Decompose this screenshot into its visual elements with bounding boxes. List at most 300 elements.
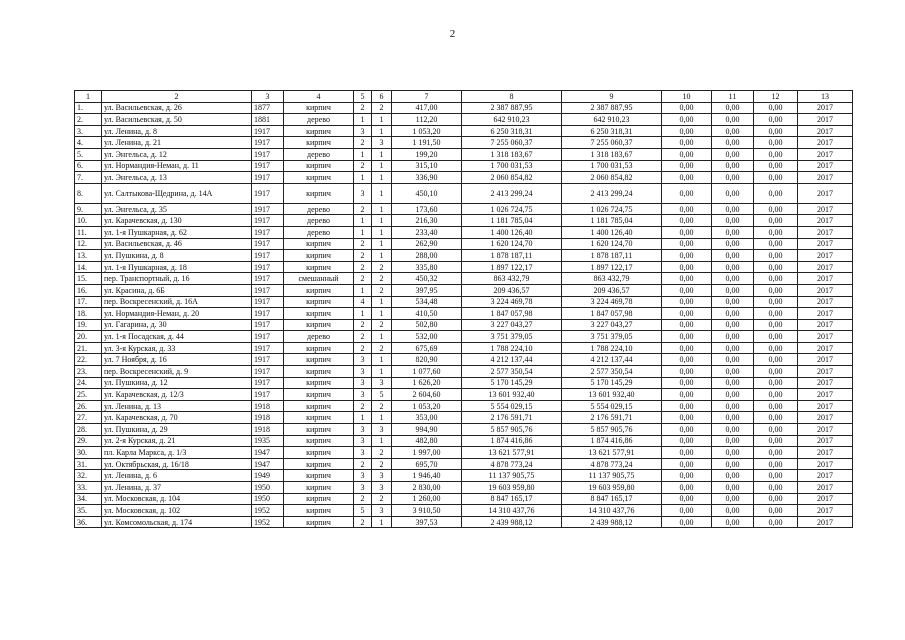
cost-estimate-cell: 2 387 887,95: [562, 102, 662, 114]
value-11-cell: 0,00: [712, 354, 754, 366]
value-12-cell: 0,00: [754, 137, 798, 149]
table-row: [75, 412, 853, 424]
area-cell: 820,90: [392, 354, 462, 366]
wall-material-cell: кирпич: [284, 482, 354, 494]
year-planned-cell: 2017: [798, 308, 853, 320]
entrances-cell: 1: [372, 125, 392, 137]
row-number-cell: 8.: [75, 183, 102, 203]
entrances-cell: 1: [372, 215, 392, 227]
value-12-cell: 0,00: [754, 493, 798, 505]
table-row: [75, 114, 853, 126]
year-planned-cell: 2017: [798, 203, 853, 215]
value-12-cell: 0,00: [754, 482, 798, 494]
row-number-cell: 32.: [75, 470, 102, 482]
value-11-cell: 0,00: [712, 516, 754, 528]
value-11-cell: 0,00: [712, 493, 754, 505]
year-planned-cell: 2017: [798, 435, 853, 447]
cost-estimate-cell: 1 181 785,04: [562, 215, 662, 227]
address-cell: ул. Ленина, д. 6: [102, 470, 252, 482]
entrances-cell: 1: [372, 203, 392, 215]
cost-estimate-cell: 2 439 988,12: [562, 516, 662, 528]
area-cell: 233,40: [392, 226, 462, 238]
year-built-cell: 1952: [252, 505, 284, 517]
value-11-cell: 0,00: [712, 470, 754, 482]
area-cell: 502,80: [392, 319, 462, 331]
year-built-cell: 1950: [252, 493, 284, 505]
floors-cell: 2: [354, 238, 372, 250]
year-built-cell: 1917: [252, 215, 284, 227]
wall-material-cell: кирпич: [284, 389, 354, 401]
value-10-cell: 0,00: [662, 470, 712, 482]
year-built-cell: 1917: [252, 261, 284, 273]
year-planned-cell: 2017: [798, 342, 853, 354]
column-header-4: 4: [284, 91, 354, 103]
entrances-cell: 1: [372, 148, 392, 160]
value-10-cell: 0,00: [662, 238, 712, 250]
address-cell: ул. Карачевская, д. 130: [102, 215, 252, 227]
area-cell: 262,90: [392, 238, 462, 250]
floors-cell: 3: [354, 447, 372, 459]
cost-estimate-cell: 1 874 416,86: [562, 435, 662, 447]
table-row: [75, 516, 853, 528]
value-12-cell: 0,00: [754, 226, 798, 238]
wall-material-cell: кирпич: [284, 424, 354, 436]
cost-estimate-cell: 14 310 437,76: [562, 505, 662, 517]
cost-total-cell: 1 897 122,17: [462, 261, 562, 273]
table-row: [75, 458, 853, 470]
value-11-cell: 0,00: [712, 366, 754, 378]
cost-total-cell: 1 181 785,04: [462, 215, 562, 227]
wall-material-cell: кирпич: [284, 261, 354, 273]
value-10-cell: 0,00: [662, 226, 712, 238]
column-header-8: 8: [462, 91, 562, 103]
wall-material-cell: кирпич: [284, 470, 354, 482]
year-built-cell: 1917: [252, 250, 284, 262]
area-cell: 450,32: [392, 273, 462, 285]
value-12-cell: 0,00: [754, 412, 798, 424]
table-row: [75, 172, 853, 184]
area-cell: 410,50: [392, 308, 462, 320]
row-number-cell: 20.: [75, 331, 102, 343]
wall-material-cell: кирпич: [284, 447, 354, 459]
area-cell: 2 604,60: [392, 389, 462, 401]
value-10-cell: 0,00: [662, 160, 712, 172]
year-built-cell: 1917: [252, 226, 284, 238]
row-number-cell: 23.: [75, 366, 102, 378]
value-10-cell: 0,00: [662, 102, 712, 114]
year-planned-cell: 2017: [798, 148, 853, 160]
year-built-cell: 1947: [252, 447, 284, 459]
cost-estimate-cell: 8 847 165,17: [562, 493, 662, 505]
address-cell: ул. Гагарина, д. 30: [102, 319, 252, 331]
year-planned-cell: 2017: [798, 284, 853, 296]
year-planned-cell: 2017: [798, 505, 853, 517]
year-built-cell: 1917: [252, 238, 284, 250]
floors-cell: 2: [354, 102, 372, 114]
table-row: [75, 354, 853, 366]
value-11-cell: 0,00: [712, 226, 754, 238]
wall-material-cell: кирпич: [284, 342, 354, 354]
column-header-7: 7: [392, 91, 462, 103]
year-planned-cell: 2017: [798, 424, 853, 436]
column-header-1: 1: [75, 91, 102, 103]
table-row: [75, 238, 853, 250]
cost-estimate-cell: 4 878 773,24: [562, 458, 662, 470]
wall-material-cell: кирпич: [284, 366, 354, 378]
row-number-cell: 18.: [75, 308, 102, 320]
wall-material-cell: смешанный: [284, 273, 354, 285]
value-12-cell: 0,00: [754, 250, 798, 262]
value-10-cell: 0,00: [662, 366, 712, 378]
table-row: [75, 308, 853, 320]
value-12-cell: 0,00: [754, 148, 798, 160]
wall-material-cell: кирпич: [284, 400, 354, 412]
floors-cell: 2: [354, 400, 372, 412]
entrances-cell: 1: [372, 331, 392, 343]
value-10-cell: 0,00: [662, 172, 712, 184]
row-number-cell: 31.: [75, 458, 102, 470]
cost-total-cell: 1 878 187,11: [462, 250, 562, 262]
table-row: [75, 226, 853, 238]
year-planned-cell: 2017: [798, 470, 853, 482]
wall-material-cell: кирпич: [284, 377, 354, 389]
area-cell: 1 260,00: [392, 493, 462, 505]
value-11-cell: 0,00: [712, 261, 754, 273]
cost-total-cell: 2 577 350,54: [462, 366, 562, 378]
address-cell: ул. Нормандия-Неман, д. 11: [102, 160, 252, 172]
year-planned-cell: 2017: [798, 226, 853, 238]
cost-total-cell: 863 432,79: [462, 273, 562, 285]
year-planned-cell: 2017: [798, 125, 853, 137]
address-cell: ул. Карачевская, д. 12/3: [102, 389, 252, 401]
housing-registry-table: [74, 90, 853, 528]
row-number-cell: 27.: [75, 412, 102, 424]
value-12-cell: 0,00: [754, 203, 798, 215]
wall-material-cell: дерево: [284, 331, 354, 343]
table-row: [75, 125, 853, 137]
entrances-cell: 1: [372, 238, 392, 250]
cost-total-cell: 13 601 932,40: [462, 389, 562, 401]
year-planned-cell: 2017: [798, 400, 853, 412]
area-cell: 1 053,20: [392, 400, 462, 412]
cost-estimate-cell: 642 910,23: [562, 114, 662, 126]
row-number-cell: 24.: [75, 377, 102, 389]
value-10-cell: 0,00: [662, 261, 712, 273]
floors-cell: 1: [354, 226, 372, 238]
year-built-cell: 1917: [252, 160, 284, 172]
row-number-cell: 6.: [75, 160, 102, 172]
value-11-cell: 0,00: [712, 505, 754, 517]
value-11-cell: 0,00: [712, 273, 754, 285]
floors-cell: 2: [354, 250, 372, 262]
table-row: [75, 342, 853, 354]
table-row: [75, 183, 853, 203]
value-10-cell: 0,00: [662, 412, 712, 424]
year-planned-cell: 2017: [798, 458, 853, 470]
year-built-cell: 1949: [252, 470, 284, 482]
value-11-cell: 0,00: [712, 424, 754, 436]
row-number-cell: 16.: [75, 284, 102, 296]
address-cell: ул. 1-я Пушкарная, д. 18: [102, 261, 252, 273]
cost-total-cell: 7 255 060,37: [462, 137, 562, 149]
floors-cell: 2: [354, 261, 372, 273]
year-built-cell: 1877: [252, 102, 284, 114]
floors-cell: 2: [354, 342, 372, 354]
entrances-cell: 2: [372, 319, 392, 331]
table-row: [75, 493, 853, 505]
area-cell: 2 830,00: [392, 482, 462, 494]
year-planned-cell: 2017: [798, 160, 853, 172]
value-12-cell: 0,00: [754, 296, 798, 308]
value-11-cell: 0,00: [712, 435, 754, 447]
area-cell: 199,20: [392, 148, 462, 160]
floors-cell: 3: [354, 470, 372, 482]
year-planned-cell: 2017: [798, 183, 853, 203]
row-number-cell: 19.: [75, 319, 102, 331]
value-10-cell: 0,00: [662, 148, 712, 160]
cost-total-cell: 5 857 905,76: [462, 424, 562, 436]
column-header-6: 6: [372, 91, 392, 103]
entrances-cell: 1: [372, 183, 392, 203]
floors-cell: 3: [354, 482, 372, 494]
year-planned-cell: 2017: [798, 172, 853, 184]
address-cell: пл. Карла Маркса, д. 1/3: [102, 447, 252, 459]
wall-material-cell: кирпич: [284, 308, 354, 320]
table-row: [75, 102, 853, 114]
entrances-cell: 3: [372, 137, 392, 149]
cost-total-cell: 3 751 379,05: [462, 331, 562, 343]
value-12-cell: 0,00: [754, 215, 798, 227]
value-11-cell: 0,00: [712, 389, 754, 401]
wall-material-cell: кирпич: [284, 102, 354, 114]
column-header-13: 13: [798, 91, 853, 103]
value-11-cell: 0,00: [712, 160, 754, 172]
row-number-cell: 28.: [75, 424, 102, 436]
address-cell: ул. 3-я Курская, д. 33: [102, 342, 252, 354]
wall-material-cell: кирпич: [284, 319, 354, 331]
table-row: [75, 377, 853, 389]
wall-material-cell: кирпич: [284, 458, 354, 470]
cost-estimate-cell: 3 224 469,78: [562, 296, 662, 308]
wall-material-cell: кирпич: [284, 172, 354, 184]
value-12-cell: 0,00: [754, 261, 798, 273]
entrances-cell: 1: [372, 366, 392, 378]
area-cell: 1 626,20: [392, 377, 462, 389]
entrances-cell: 2: [372, 102, 392, 114]
floors-cell: 2: [354, 137, 372, 149]
value-12-cell: 0,00: [754, 172, 798, 184]
year-planned-cell: 2017: [798, 215, 853, 227]
row-number-cell: 14.: [75, 261, 102, 273]
cost-total-cell: 2 413 299,24: [462, 183, 562, 203]
wall-material-cell: кирпич: [284, 412, 354, 424]
table-row: [75, 482, 853, 494]
cost-estimate-cell: 1 847 057,98: [562, 308, 662, 320]
area-cell: 336,90: [392, 172, 462, 184]
value-11-cell: 0,00: [712, 447, 754, 459]
value-10-cell: 0,00: [662, 342, 712, 354]
address-cell: ул. Пушкина, д. 29: [102, 424, 252, 436]
entrances-cell: 1: [372, 172, 392, 184]
row-number-cell: 30.: [75, 447, 102, 459]
address-cell: ул. Ленина, д. 21: [102, 137, 252, 149]
year-planned-cell: 2017: [798, 238, 853, 250]
floors-cell: 3: [354, 366, 372, 378]
entrances-cell: 2: [372, 493, 392, 505]
year-built-cell: 1918: [252, 412, 284, 424]
year-planned-cell: 2017: [798, 493, 853, 505]
area-cell: 353,00: [392, 412, 462, 424]
table-row: [75, 389, 853, 401]
floors-cell: 1: [354, 114, 372, 126]
value-11-cell: 0,00: [712, 125, 754, 137]
entrances-cell: 1: [372, 226, 392, 238]
wall-material-cell: кирпич: [284, 125, 354, 137]
cost-estimate-cell: 3 751 379,05: [562, 331, 662, 343]
entrances-cell: 1: [372, 435, 392, 447]
wall-material-cell: кирпич: [284, 284, 354, 296]
value-12-cell: 0,00: [754, 505, 798, 517]
year-built-cell: 1917: [252, 183, 284, 203]
wall-material-cell: дерево: [284, 203, 354, 215]
address-cell: ул. Ленина, д. 13: [102, 400, 252, 412]
value-11-cell: 0,00: [712, 296, 754, 308]
address-cell: ул. Пушкина, д. 8: [102, 250, 252, 262]
year-planned-cell: 2017: [798, 482, 853, 494]
table-row: [75, 148, 853, 160]
entrances-cell: 1: [372, 412, 392, 424]
entrances-cell: 1: [372, 250, 392, 262]
cost-total-cell: 3 227 043,27: [462, 319, 562, 331]
page-number: 2: [449, 28, 456, 40]
table-row: [75, 435, 853, 447]
wall-material-cell: кирпич: [284, 160, 354, 172]
area-cell: 216,30: [392, 215, 462, 227]
year-built-cell: 1917: [252, 296, 284, 308]
cost-estimate-cell: 2 413 299,24: [562, 183, 662, 203]
year-built-cell: 1917: [252, 389, 284, 401]
value-10-cell: 0,00: [662, 435, 712, 447]
row-number-cell: 7.: [75, 172, 102, 184]
entrances-cell: 2: [372, 447, 392, 459]
cost-estimate-cell: 11 137 905,75: [562, 470, 662, 482]
cost-estimate-cell: 1 700 031,53: [562, 160, 662, 172]
wall-material-cell: кирпич: [284, 137, 354, 149]
cost-estimate-cell: 2 577 350,54: [562, 366, 662, 378]
row-number-cell: 26.: [75, 400, 102, 412]
cost-total-cell: 2 176 591,71: [462, 412, 562, 424]
wall-material-cell: кирпич: [284, 493, 354, 505]
area-cell: 450,10: [392, 183, 462, 203]
year-planned-cell: 2017: [798, 114, 853, 126]
address-cell: ул. Красина, д. 6Б: [102, 284, 252, 296]
year-planned-cell: 2017: [798, 377, 853, 389]
row-number-cell: 4.: [75, 137, 102, 149]
value-10-cell: 0,00: [662, 482, 712, 494]
area-cell: 417,00: [392, 102, 462, 114]
cost-estimate-cell: 2 060 854,82: [562, 172, 662, 184]
floors-cell: 1: [354, 412, 372, 424]
table-row: [75, 250, 853, 262]
cost-estimate-cell: 13 601 932,40: [562, 389, 662, 401]
area-cell: 173,60: [392, 203, 462, 215]
address-cell: ул. 1-я Посадская, д. 44: [102, 331, 252, 343]
entrances-cell: 2: [372, 284, 392, 296]
cost-total-cell: 19 603 959,80: [462, 482, 562, 494]
address-cell: ул. Энгельса, д. 12: [102, 148, 252, 160]
floors-cell: 1: [354, 284, 372, 296]
table-row: [75, 366, 853, 378]
value-12-cell: 0,00: [754, 354, 798, 366]
entrances-cell: 1: [372, 354, 392, 366]
address-cell: ул. Октябрьская, д. 16/18: [102, 458, 252, 470]
table-row: [75, 447, 853, 459]
value-10-cell: 0,00: [662, 400, 712, 412]
entrances-cell: 2: [372, 458, 392, 470]
year-built-cell: 1917: [252, 331, 284, 343]
value-11-cell: 0,00: [712, 377, 754, 389]
table-row: [75, 137, 853, 149]
area-cell: 112,20: [392, 114, 462, 126]
cost-total-cell: 4 212 137,44: [462, 354, 562, 366]
value-12-cell: 0,00: [754, 447, 798, 459]
area-cell: 482,80: [392, 435, 462, 447]
table-row: [75, 505, 853, 517]
value-12-cell: 0,00: [754, 400, 798, 412]
address-cell: ул. Ленина, д. 37: [102, 482, 252, 494]
value-12-cell: 0,00: [754, 435, 798, 447]
value-11-cell: 0,00: [712, 215, 754, 227]
cost-total-cell: 1 026 724,75: [462, 203, 562, 215]
value-12-cell: 0,00: [754, 366, 798, 378]
area-cell: 1 077,60: [392, 366, 462, 378]
area-cell: 397,95: [392, 284, 462, 296]
value-12-cell: 0,00: [754, 273, 798, 285]
value-11-cell: 0,00: [712, 238, 754, 250]
value-12-cell: 0,00: [754, 102, 798, 114]
address-cell: ул. Васильевская, д. 50: [102, 114, 252, 126]
cost-total-cell: 13 621 577,91: [462, 447, 562, 459]
value-11-cell: 0,00: [712, 331, 754, 343]
address-cell: ул. Ленина, д. 8: [102, 125, 252, 137]
value-10-cell: 0,00: [662, 308, 712, 320]
value-11-cell: 0,00: [712, 308, 754, 320]
area-cell: 3 910,50: [392, 505, 462, 517]
value-10-cell: 0,00: [662, 331, 712, 343]
cost-estimate-cell: 1 620 124,70: [562, 238, 662, 250]
floors-cell: 3: [354, 354, 372, 366]
cost-estimate-cell: 1 878 187,11: [562, 250, 662, 262]
row-number-cell: 1.: [75, 102, 102, 114]
value-11-cell: 0,00: [712, 319, 754, 331]
floors-cell: 5: [354, 505, 372, 517]
value-12-cell: 0,00: [754, 284, 798, 296]
year-planned-cell: 2017: [798, 296, 853, 308]
value-10-cell: 0,00: [662, 250, 712, 262]
area-cell: 1 946,40: [392, 470, 462, 482]
cost-total-cell: 5 554 029,15: [462, 400, 562, 412]
table-row: [75, 424, 853, 436]
cost-total-cell: 14 310 437,76: [462, 505, 562, 517]
value-10-cell: 0,00: [662, 203, 712, 215]
value-10-cell: 0,00: [662, 284, 712, 296]
year-built-cell: 1917: [252, 273, 284, 285]
value-12-cell: 0,00: [754, 238, 798, 250]
year-built-cell: 1917: [252, 342, 284, 354]
address-cell: ул. 1-я Пушкарная, д. 62: [102, 226, 252, 238]
value-11-cell: 0,00: [712, 102, 754, 114]
row-number-cell: 34.: [75, 493, 102, 505]
